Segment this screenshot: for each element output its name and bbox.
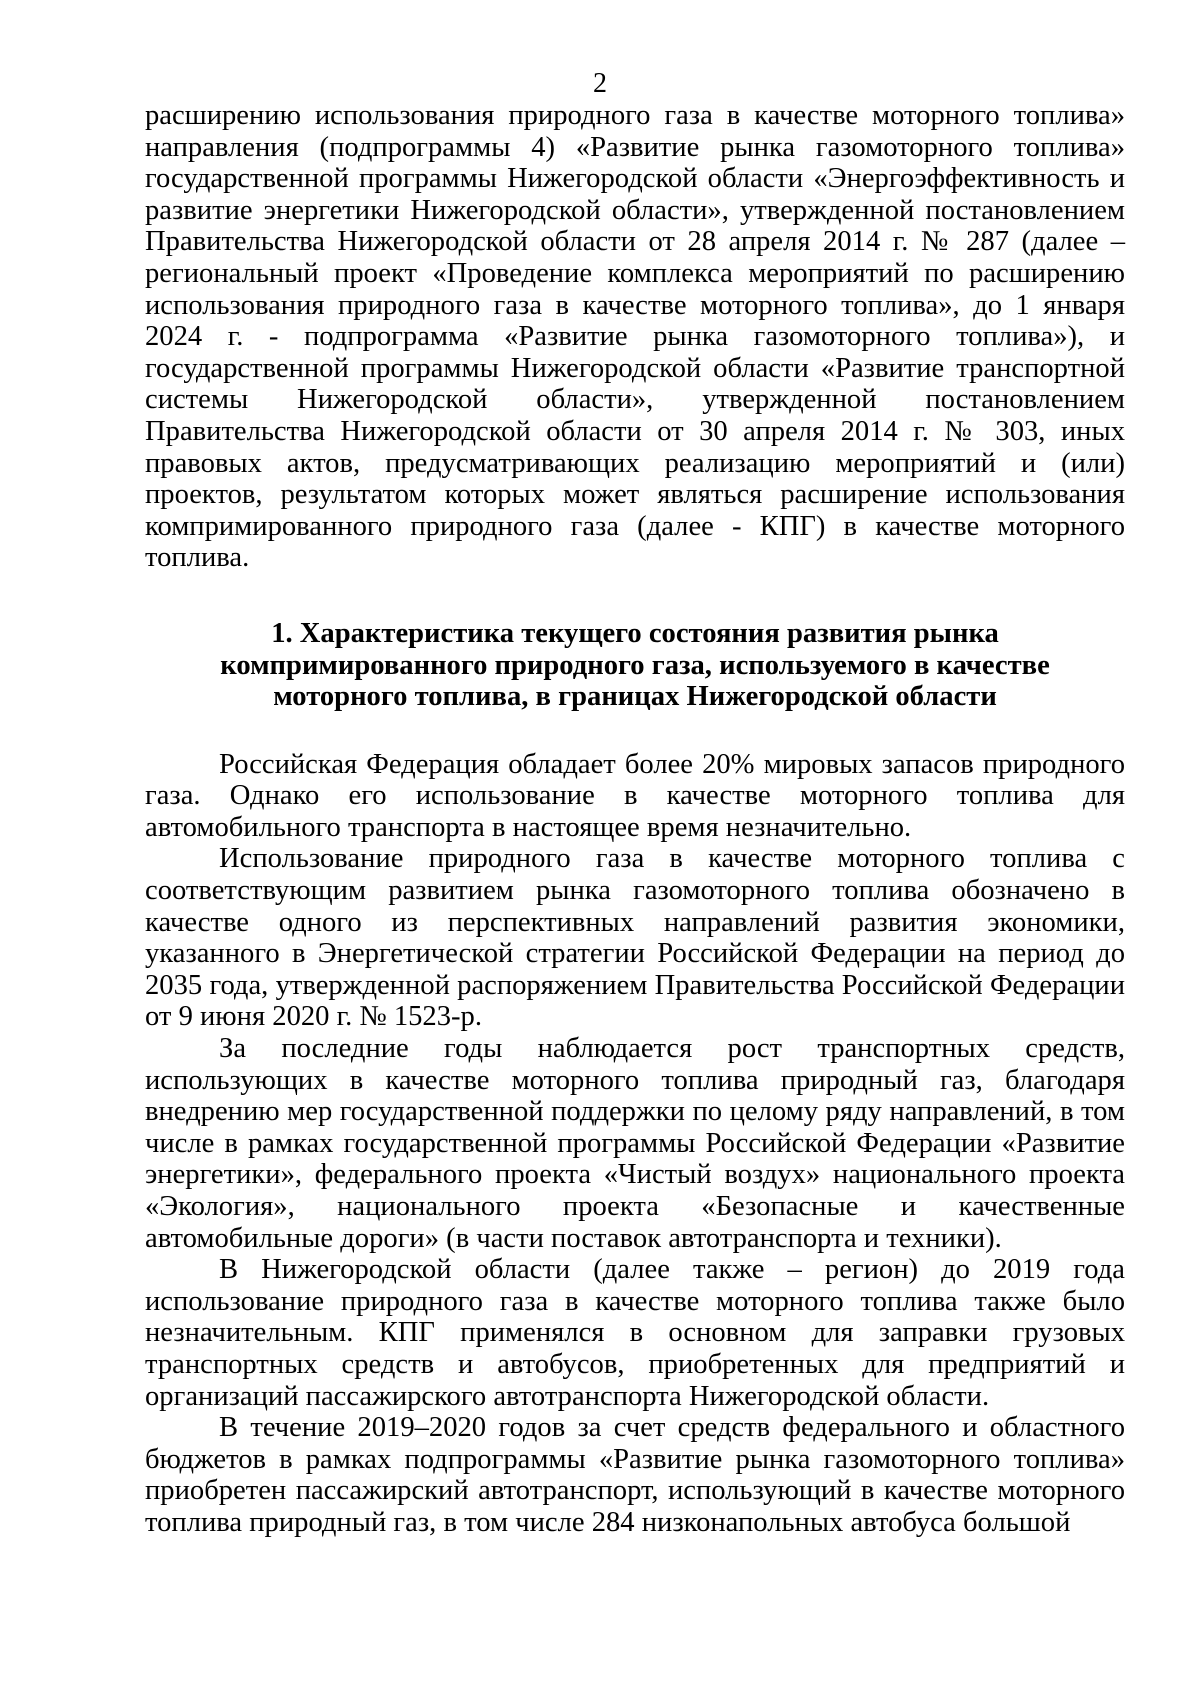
body-paragraph: Российская Федерация обладает более 20% мировых запасов природного газа. Однако его использование в качестве моторного топлива для автомобильного транспорта в настоящее время незначительно.: [145, 748, 1125, 843]
section-heading-line: компримированного природного газа, используемого в качестве: [220, 649, 1050, 681]
body-paragraph: За последние годы наблюдается рост транспортных средств, использующих в качестве моторного топлива природный газ, благодаря внедрению мер государственной поддержки по целому ряду направлений, в том числе в рамках государственной программы Российской Федерации «Развитие энергетики», федерального проекта «Чистый воздух» национального проекта «Экология», национального проекта «Безопасные и качественные автомобильные дороги» (в части поставок автотранспорта и техники).: [145, 1033, 1125, 1254]
section-heading: [145, 618, 1125, 713]
section-heading-line: 1. Характеристика текущего состояния развития рынка: [271, 617, 999, 649]
body-paragraph: В течение 2019–2020 годов за счет средств федерального и областного бюджетов в рамках подпрограммы «Развитие рынка газомоторного топлива» приобретен пассажирский автотранспорт, использующий в качестве моторного топлива природный газ, в том числе 284 низконапольных автобуса большой: [145, 1412, 1125, 1538]
body-paragraph: Использование природного газа в качестве моторного топлива с соответствующим развитием рынка газомоторного топлива обозначено в качестве одного из перспективных направлений развития экономики, указанного в Энергетической стратегии Российской Федерации на период до 2035 года, утвержденной распоряжением Правительства Российской Федерации от 9 июня 2020 г. № 1523-р.: [145, 843, 1125, 1033]
section-heading-line: моторного топлива, в границах Нижегородской области: [273, 681, 997, 713]
page-number: 2: [593, 68, 607, 99]
body-paragraph: В Нижегородской области (далее также – регион) до 2019 года использование природного газа в качестве моторного топлива также было незначительным. КПГ применялся в основном для заправки грузовых транспортных средств и автобусов, приобретенных для предприятий и организаций пассажирского автотранспорта Нижегородской области.: [145, 1254, 1125, 1412]
intro-paragraph: расширению использования природного газа в качестве моторного топлива» направления (подпрограммы 4) «Развитие рынка газомоторного топлива» государственной программы Нижегородской области «Энергоэффективность и развитие энергетики Нижегородской области», утвержденной постановлением Правительства Нижегородской области от 28 апреля 2014 г. № 287 (далее – региональный проект «Проведение комплекса мероприятий по расширению использования природного газа в качестве моторного топлива», до 1 января 2024 г. - подпрограмма «Развитие рынка газомоторного топлива»), и государственной программы Нижегородской области «Развитие транспортной системы Нижегородской области», утвержденной постановлением Правительства Нижегородской области от 30 апреля 2014 г. № 303, иных правовых актов, предусматривающих реализацию мероприятий и (или) проектов, результатом которых может являться расширение использования компримированного природного газа (далее - КПГ) в качестве моторного топлива.: [145, 100, 1125, 574]
document-body: [145, 100, 1125, 1539]
